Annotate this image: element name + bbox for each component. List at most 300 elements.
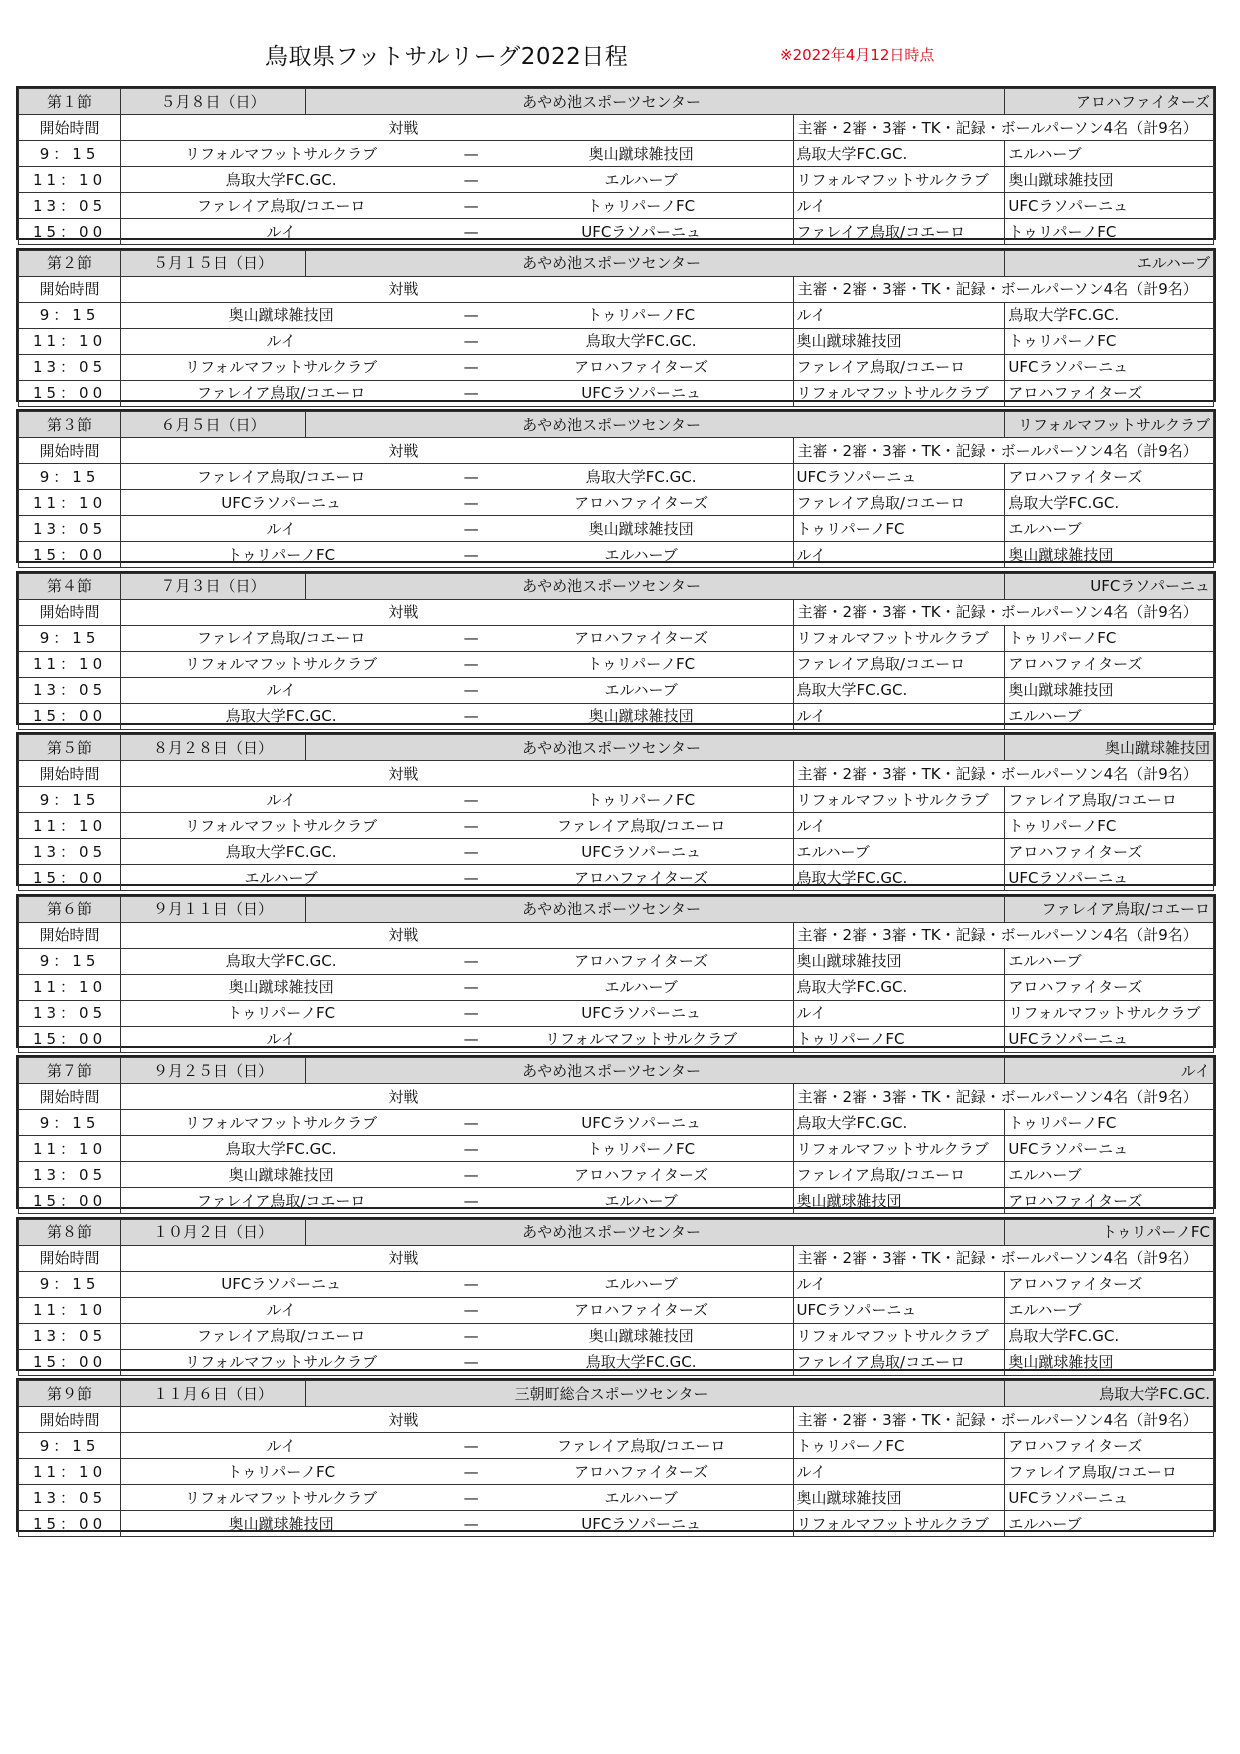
match-pairing bbox=[121, 1188, 793, 1214]
match-time: 15：00 bbox=[19, 703, 121, 729]
away-team: アロハファイターズ bbox=[574, 629, 709, 647]
referee-team-1: ルイ bbox=[793, 302, 1005, 328]
match-time: 11：10 bbox=[19, 490, 121, 516]
as-of-note: ※2022年4月12日時点 bbox=[780, 46, 935, 64]
round-date: ９月１１日（日） bbox=[121, 896, 306, 922]
versus-dash: — bbox=[463, 519, 479, 538]
start-time-label: 開始時間 bbox=[19, 1407, 121, 1433]
round-number: 第４節 bbox=[19, 573, 121, 599]
home-team: 奥山蹴球雑技団 bbox=[228, 306, 334, 324]
round-date: ９月２５日（日） bbox=[121, 1058, 306, 1084]
round-table bbox=[18, 411, 1214, 568]
away-team: 奥山蹴球雑技団 bbox=[588, 1327, 694, 1345]
referee-team-1: リフォルマフットサルクラブ bbox=[793, 625, 1005, 651]
versus-dash: — bbox=[463, 358, 479, 376]
match-label: 対戦 bbox=[121, 438, 793, 464]
versus-dash: — bbox=[463, 1436, 479, 1455]
match-pairing bbox=[121, 839, 793, 865]
round-number: 第３節 bbox=[19, 412, 121, 438]
away-team: アロハファイターズ bbox=[574, 1301, 709, 1319]
round-number: 第８節 bbox=[19, 1219, 121, 1245]
home-team: リフォルマフットサルクラブ bbox=[185, 144, 378, 163]
match-pairing bbox=[121, 302, 793, 328]
home-team: ルイ bbox=[266, 222, 296, 241]
round-date: １０月２日（日） bbox=[121, 1219, 306, 1245]
match-pairing bbox=[121, 1459, 793, 1485]
match-time: 9：15 bbox=[19, 625, 121, 651]
match-time: 15：00 bbox=[19, 865, 121, 891]
round-venue: あやめ池スポーツセンター bbox=[305, 250, 1005, 276]
away-team: UFCラソパーニュ bbox=[581, 384, 701, 402]
referee-team-1: 鳥取大学FC.GC. bbox=[793, 677, 1005, 703]
match-pairing bbox=[121, 542, 793, 568]
page-title: 鳥取県フットサルリーグ2022日程 bbox=[265, 44, 629, 70]
versus-dash: — bbox=[463, 1275, 479, 1293]
away-team: トゥリパーノFC bbox=[587, 196, 696, 215]
column-header-row bbox=[19, 1084, 1214, 1110]
home-team: ルイ bbox=[266, 1436, 296, 1455]
match-time: 9：15 bbox=[19, 948, 121, 974]
referee-team-1: トゥリパーノFC bbox=[793, 516, 1005, 542]
versus-dash: — bbox=[463, 681, 479, 699]
referee-team-2: エルハーブ bbox=[1005, 1297, 1214, 1323]
away-team: ファレイア鳥取/コエーロ bbox=[556, 1436, 726, 1455]
match-pairing bbox=[121, 865, 793, 891]
referee-team-2: エルハーブ bbox=[1005, 948, 1214, 974]
versus-dash: — bbox=[463, 868, 479, 887]
round-header-row bbox=[19, 573, 1214, 599]
round-table bbox=[18, 896, 1214, 1053]
away-team: エルハーブ bbox=[604, 978, 678, 996]
versus-dash: — bbox=[463, 1191, 479, 1210]
versus-dash: — bbox=[463, 842, 479, 861]
referees-label: 主審・2審・3審・TK・記録・ボールパーソン4名（計9名） bbox=[793, 276, 1213, 302]
referee-team-1: エルハーブ bbox=[793, 839, 1005, 865]
referee-team-2: アロハファイターズ bbox=[1005, 1433, 1214, 1459]
referee-team-2: エルハーブ bbox=[1005, 141, 1214, 167]
versus-dash: — bbox=[463, 1030, 479, 1048]
match-pairing bbox=[121, 703, 793, 729]
match-time: 11：10 bbox=[19, 167, 121, 193]
column-header-row bbox=[19, 922, 1214, 948]
round-table bbox=[18, 250, 1214, 407]
referee-team-2: トゥリパーノFC bbox=[1005, 1110, 1214, 1136]
match-row bbox=[19, 464, 1214, 490]
referees-label: 主審・2審・3審・TK・記録・ボールパーソン4名（計9名） bbox=[793, 438, 1213, 464]
home-team: ルイ bbox=[266, 1030, 296, 1048]
round-venue: あやめ池スポーツセンター bbox=[305, 1219, 1005, 1245]
round-table bbox=[18, 1380, 1214, 1537]
away-team: UFCラソパーニュ bbox=[581, 1113, 701, 1132]
match-row bbox=[19, 625, 1214, 651]
round-number: 第７節 bbox=[19, 1058, 121, 1084]
column-header-row bbox=[19, 1407, 1214, 1433]
home-team: ファレイア鳥取/コエーロ bbox=[196, 467, 366, 486]
match-pairing bbox=[121, 1297, 793, 1323]
referee-team-2: 鳥取大学FC.GC. bbox=[1005, 1323, 1214, 1349]
match-row bbox=[19, 1271, 1214, 1297]
match-pairing bbox=[121, 1511, 793, 1537]
round-date: ６月５日（日） bbox=[121, 412, 306, 438]
round-number: 第９節 bbox=[19, 1381, 121, 1407]
referee-team-1: ファレイア鳥取/コエーロ bbox=[793, 651, 1005, 677]
away-team: エルハーブ bbox=[604, 1275, 678, 1293]
match-label: 対戦 bbox=[121, 276, 793, 302]
match-row bbox=[19, 1323, 1214, 1349]
match-row bbox=[19, 167, 1214, 193]
match-time: 15：00 bbox=[19, 219, 121, 245]
match-time: 15：00 bbox=[19, 380, 121, 406]
match-label: 対戦 bbox=[121, 1407, 793, 1433]
match-row bbox=[19, 1188, 1214, 1214]
round-date: ５月８日（日） bbox=[121, 89, 306, 115]
round-header-row bbox=[19, 735, 1214, 761]
round-block-2 bbox=[16, 248, 1216, 402]
home-team: ルイ bbox=[266, 519, 296, 538]
round-venue: あやめ池スポーツセンター bbox=[305, 1058, 1005, 1084]
away-team: 鳥取大学FC.GC. bbox=[585, 1353, 697, 1371]
away-team: ファレイア鳥取/コエーロ bbox=[556, 816, 726, 835]
versus-dash: — bbox=[463, 467, 479, 486]
round-host: エルハーブ bbox=[1005, 250, 1214, 276]
round-block-5 bbox=[16, 732, 1216, 886]
match-time: 13：05 bbox=[19, 1162, 121, 1188]
match-row bbox=[19, 542, 1214, 568]
referee-team-1: リフォルマフットサルクラブ bbox=[793, 167, 1005, 193]
match-pairing bbox=[121, 328, 793, 354]
match-time: 15：00 bbox=[19, 1349, 121, 1375]
match-pairing bbox=[121, 1110, 793, 1136]
away-team: トゥリパーノFC bbox=[587, 790, 696, 809]
referee-team-1: ルイ bbox=[793, 542, 1005, 568]
match-label: 対戦 bbox=[121, 115, 793, 141]
match-time: 11：10 bbox=[19, 328, 121, 354]
referee-team-1: リフォルマフットサルクラブ bbox=[793, 380, 1005, 406]
home-team: UFCラソパーニュ bbox=[221, 1275, 341, 1293]
home-team: リフォルマフットサルクラブ bbox=[185, 1353, 378, 1371]
match-time: 9：15 bbox=[19, 141, 121, 167]
round-header-row bbox=[19, 89, 1214, 115]
home-team: 鳥取大学FC.GC. bbox=[225, 842, 337, 861]
referee-team-2: UFCラソパーニュ bbox=[1005, 1026, 1214, 1052]
start-time-label: 開始時間 bbox=[19, 115, 121, 141]
match-label: 対戦 bbox=[121, 922, 793, 948]
versus-dash: — bbox=[463, 170, 479, 189]
home-team: 鳥取大学FC.GC. bbox=[225, 1139, 337, 1158]
referee-team-1: 奥山蹴球雑技団 bbox=[793, 1485, 1005, 1511]
versus-dash: — bbox=[463, 222, 479, 241]
referee-team-2: トゥリパーノFC bbox=[1005, 813, 1214, 839]
match-pairing bbox=[121, 167, 793, 193]
start-time-label: 開始時間 bbox=[19, 599, 121, 625]
match-time: 13：05 bbox=[19, 839, 121, 865]
round-venue: あやめ池スポーツセンター bbox=[305, 896, 1005, 922]
away-team: アロハファイターズ bbox=[574, 358, 709, 376]
referee-team-2: トゥリパーノFC bbox=[1005, 219, 1214, 245]
away-team: トゥリパーノFC bbox=[587, 1139, 696, 1158]
home-team: 奥山蹴球雑技団 bbox=[228, 1514, 334, 1533]
home-team: ルイ bbox=[266, 1301, 296, 1319]
round-host: リフォルマフットサルクラブ bbox=[1005, 412, 1214, 438]
away-team: UFCラソパーニュ bbox=[581, 842, 701, 861]
versus-dash: — bbox=[463, 1514, 479, 1533]
referee-team-2: UFCラソパーニュ bbox=[1005, 865, 1214, 891]
match-time: 9：15 bbox=[19, 464, 121, 490]
match-pairing bbox=[121, 1136, 793, 1162]
start-time-label: 開始時間 bbox=[19, 438, 121, 464]
referees-label: 主審・2審・3審・TK・記録・ボールパーソン4名（計9名） bbox=[793, 922, 1213, 948]
column-header-row bbox=[19, 438, 1214, 464]
referee-team-1: ルイ bbox=[793, 813, 1005, 839]
home-team: 鳥取大学FC.GC. bbox=[225, 707, 337, 725]
referee-team-2: アロハファイターズ bbox=[1005, 380, 1214, 406]
match-time: 13：05 bbox=[19, 1323, 121, 1349]
away-team: 奥山蹴球雑技団 bbox=[588, 707, 694, 725]
round-header-row bbox=[19, 250, 1214, 276]
round-host: 鳥取大学FC.GC. bbox=[1005, 1381, 1214, 1407]
referee-team-1: 鳥取大学FC.GC. bbox=[793, 141, 1005, 167]
home-team: 鳥取大学FC.GC. bbox=[225, 170, 337, 189]
match-row bbox=[19, 354, 1214, 380]
home-team: ルイ bbox=[266, 332, 296, 350]
round-block-1 bbox=[16, 86, 1216, 240]
versus-dash: — bbox=[463, 306, 479, 324]
versus-dash: — bbox=[463, 790, 479, 809]
home-team: トゥリパーノFC bbox=[227, 1462, 336, 1481]
match-row bbox=[19, 787, 1214, 813]
referee-team-2: UFCラソパーニュ bbox=[1005, 354, 1214, 380]
round-table bbox=[18, 573, 1214, 730]
referee-team-2: アロハファイターズ bbox=[1005, 974, 1214, 1000]
match-pairing bbox=[121, 1000, 793, 1026]
round-number: 第２節 bbox=[19, 250, 121, 276]
versus-dash: — bbox=[463, 1004, 479, 1022]
referee-team-1: UFCラソパーニュ bbox=[793, 1297, 1005, 1323]
referees-label: 主審・2審・3審・TK・記録・ボールパーソン4名（計9名） bbox=[793, 761, 1213, 787]
match-time: 9：15 bbox=[19, 787, 121, 813]
start-time-label: 開始時間 bbox=[19, 276, 121, 302]
home-team: UFCラソパーニュ bbox=[221, 493, 341, 512]
round-header-row bbox=[19, 896, 1214, 922]
match-pairing bbox=[121, 677, 793, 703]
referees-label: 主審・2審・3審・TK・記録・ボールパーソン4名（計9名） bbox=[793, 1407, 1213, 1433]
away-team: 鳥取大学FC.GC. bbox=[585, 332, 697, 350]
referee-team-1: トゥリパーノFC bbox=[793, 1433, 1005, 1459]
versus-dash: — bbox=[463, 384, 479, 402]
away-team: エルハーブ bbox=[604, 1191, 678, 1210]
round-table bbox=[18, 88, 1214, 245]
referee-team-1: ルイ bbox=[793, 1459, 1005, 1485]
round-header-row bbox=[19, 1058, 1214, 1084]
versus-dash: — bbox=[463, 952, 479, 970]
away-team: エルハーブ bbox=[604, 545, 678, 564]
match-time: 9：15 bbox=[19, 1271, 121, 1297]
match-time: 11：10 bbox=[19, 813, 121, 839]
match-time: 15：00 bbox=[19, 542, 121, 568]
match-row bbox=[19, 1162, 1214, 1188]
referees-label: 主審・2審・3審・TK・記録・ボールパーソン4名（計9名） bbox=[793, 1084, 1213, 1110]
away-team: UFCラソパーニュ bbox=[581, 1004, 701, 1022]
match-row bbox=[19, 1433, 1214, 1459]
home-team: トゥリパーノFC bbox=[227, 1004, 336, 1022]
away-team: トゥリパーノFC bbox=[587, 655, 696, 673]
round-host: ファレイア鳥取/コエーロ bbox=[1005, 896, 1214, 922]
referee-team-1: 鳥取大学FC.GC. bbox=[793, 974, 1005, 1000]
referee-team-1: トゥリパーノFC bbox=[793, 1026, 1005, 1052]
match-pairing bbox=[121, 625, 793, 651]
match-time: 11：10 bbox=[19, 1136, 121, 1162]
home-team: ファレイア鳥取/コエーロ bbox=[196, 1191, 366, 1210]
round-block-3 bbox=[16, 409, 1216, 563]
referee-team-1: ルイ bbox=[793, 1000, 1005, 1026]
versus-dash: — bbox=[463, 1113, 479, 1132]
round-block-4 bbox=[16, 571, 1216, 725]
referee-team-1: ファレイア鳥取/コエーロ bbox=[793, 1349, 1005, 1375]
referee-team-1: ファレイア鳥取/コエーロ bbox=[793, 219, 1005, 245]
referee-team-2: ファレイア鳥取/コエーロ bbox=[1005, 1459, 1214, 1485]
match-row bbox=[19, 948, 1214, 974]
match-time: 13：05 bbox=[19, 354, 121, 380]
match-row bbox=[19, 1136, 1214, 1162]
referee-team-2: エルハーブ bbox=[1005, 1162, 1214, 1188]
referee-team-2: UFCラソパーニュ bbox=[1005, 193, 1214, 219]
match-pairing bbox=[121, 1485, 793, 1511]
match-label: 対戦 bbox=[121, 761, 793, 787]
referee-team-1: ファレイア鳥取/コエーロ bbox=[793, 490, 1005, 516]
referee-team-2: 奥山蹴球雑技団 bbox=[1005, 1349, 1214, 1375]
home-team: リフォルマフットサルクラブ bbox=[185, 816, 378, 835]
match-time: 15：00 bbox=[19, 1026, 121, 1052]
referee-team-2: エルハーブ bbox=[1005, 1511, 1214, 1537]
away-team: アロハファイターズ bbox=[574, 868, 709, 887]
round-number: 第６節 bbox=[19, 896, 121, 922]
versus-dash: — bbox=[463, 1139, 479, 1158]
referee-team-2: トゥリパーノFC bbox=[1005, 328, 1214, 354]
match-time: 11：10 bbox=[19, 651, 121, 677]
column-header-row bbox=[19, 1245, 1214, 1271]
round-table bbox=[18, 1057, 1214, 1214]
versus-dash: — bbox=[463, 1462, 479, 1481]
home-team: エルハーブ bbox=[244, 868, 318, 887]
home-team: ルイ bbox=[266, 790, 296, 809]
referee-team-2: 鳥取大学FC.GC. bbox=[1005, 490, 1214, 516]
round-venue: あやめ池スポーツセンター bbox=[305, 735, 1005, 761]
referee-team-2: リフォルマフットサルクラブ bbox=[1005, 1000, 1214, 1026]
away-team: リフォルマフットサルクラブ bbox=[545, 1030, 738, 1048]
referee-team-1: リフォルマフットサルクラブ bbox=[793, 1323, 1005, 1349]
match-pairing bbox=[121, 464, 793, 490]
referee-team-1: リフォルマフットサルクラブ bbox=[793, 787, 1005, 813]
match-row bbox=[19, 490, 1214, 516]
round-header-row bbox=[19, 1381, 1214, 1407]
referee-team-2: 奥山蹴球雑技団 bbox=[1005, 167, 1214, 193]
match-pairing bbox=[121, 354, 793, 380]
match-row bbox=[19, 219, 1214, 245]
home-team: ファレイア鳥取/コエーロ bbox=[196, 196, 366, 215]
column-header-row bbox=[19, 599, 1214, 625]
match-row bbox=[19, 651, 1214, 677]
match-time: 13：05 bbox=[19, 1485, 121, 1511]
match-row bbox=[19, 703, 1214, 729]
home-team: リフォルマフットサルクラブ bbox=[185, 655, 378, 673]
round-venue: あやめ池スポーツセンター bbox=[305, 412, 1005, 438]
start-time-label: 開始時間 bbox=[19, 922, 121, 948]
match-time: 15：00 bbox=[19, 1188, 121, 1214]
match-row bbox=[19, 1000, 1214, 1026]
column-header-row bbox=[19, 115, 1214, 141]
match-time: 9：15 bbox=[19, 302, 121, 328]
referee-team-1: UFCラソパーニュ bbox=[793, 464, 1005, 490]
round-host: アロハファイターズ bbox=[1005, 89, 1214, 115]
referee-team-1: 奥山蹴球雑技団 bbox=[793, 948, 1005, 974]
referee-team-1: ルイ bbox=[793, 193, 1005, 219]
match-time: 13：05 bbox=[19, 516, 121, 542]
home-team: 奥山蹴球雑技団 bbox=[228, 1165, 334, 1184]
referees-label: 主審・2審・3審・TK・記録・ボールパーソン4名（計9名） bbox=[793, 115, 1213, 141]
referee-team-1: 鳥取大学FC.GC. bbox=[793, 865, 1005, 891]
match-time: 11：10 bbox=[19, 974, 121, 1000]
home-team: ファレイア鳥取/コエーロ bbox=[196, 1327, 366, 1345]
match-label: 対戦 bbox=[121, 1084, 793, 1110]
versus-dash: — bbox=[463, 545, 479, 564]
match-row bbox=[19, 1110, 1214, 1136]
match-row bbox=[19, 1297, 1214, 1323]
column-header-row bbox=[19, 276, 1214, 302]
match-label: 対戦 bbox=[121, 1245, 793, 1271]
referee-team-1: ルイ bbox=[793, 1271, 1005, 1297]
match-pairing bbox=[121, 193, 793, 219]
match-pairing bbox=[121, 651, 793, 677]
round-host: ルイ bbox=[1005, 1058, 1214, 1084]
round-date: ５月１５日（日） bbox=[121, 250, 306, 276]
versus-dash: — bbox=[463, 493, 479, 512]
referee-team-1: ルイ bbox=[793, 703, 1005, 729]
column-header-row bbox=[19, 761, 1214, 787]
referees-label: 主審・2審・3審・TK・記録・ボールパーソン4名（計9名） bbox=[793, 1245, 1213, 1271]
round-block-6 bbox=[16, 894, 1216, 1048]
round-venue: あやめ池スポーツセンター bbox=[305, 573, 1005, 599]
match-pairing bbox=[121, 516, 793, 542]
match-pairing bbox=[121, 1323, 793, 1349]
away-team: アロハファイターズ bbox=[574, 1165, 709, 1184]
away-team: 奥山蹴球雑技団 bbox=[588, 519, 694, 538]
match-pairing bbox=[121, 141, 793, 167]
match-pairing bbox=[121, 1162, 793, 1188]
away-team: UFCラソパーニュ bbox=[581, 222, 701, 241]
home-team: 鳥取大学FC.GC. bbox=[225, 952, 337, 970]
away-team: アロハファイターズ bbox=[574, 493, 709, 512]
round-host: トゥリパーノFC bbox=[1005, 1219, 1214, 1245]
match-time: 11：10 bbox=[19, 1297, 121, 1323]
match-row bbox=[19, 974, 1214, 1000]
round-venue: 三朝町総合スポーツセンター bbox=[305, 1381, 1005, 1407]
match-time: 13：05 bbox=[19, 677, 121, 703]
start-time-label: 開始時間 bbox=[19, 1084, 121, 1110]
match-row bbox=[19, 380, 1214, 406]
versus-dash: — bbox=[463, 332, 479, 350]
home-team: ルイ bbox=[266, 681, 296, 699]
match-row bbox=[19, 1511, 1214, 1537]
match-row bbox=[19, 1349, 1214, 1375]
home-team: リフォルマフットサルクラブ bbox=[185, 1113, 378, 1132]
home-team: 奥山蹴球雑技団 bbox=[228, 978, 334, 996]
match-row bbox=[19, 813, 1214, 839]
referee-team-2: アロハファイターズ bbox=[1005, 839, 1214, 865]
away-team: 鳥取大学FC.GC. bbox=[585, 467, 697, 486]
versus-dash: — bbox=[463, 1327, 479, 1345]
match-row bbox=[19, 328, 1214, 354]
versus-dash: — bbox=[463, 144, 479, 163]
